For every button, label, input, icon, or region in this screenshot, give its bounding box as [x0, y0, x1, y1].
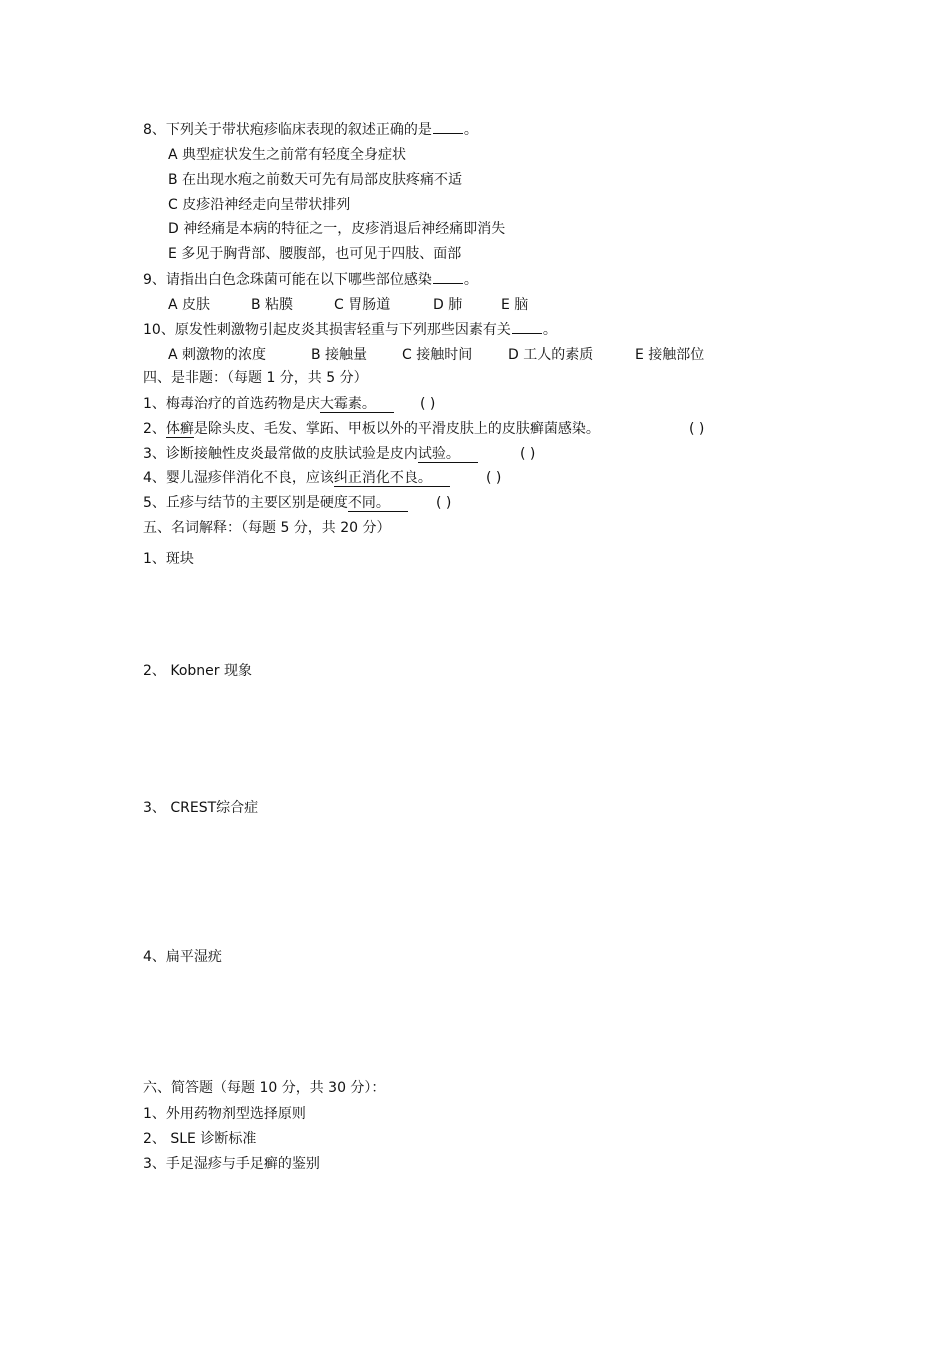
tf-paren: ( ) [420, 396, 436, 412]
tf-answer: 不同。 [348, 495, 408, 512]
section-4-title: 四、是非题：（每题 1 分，共 5 分） [143, 370, 368, 386]
question-8-option-c: C 皮疹沿神经走向呈带状排列 [168, 197, 351, 213]
answer-blank [433, 271, 463, 284]
tf-paren: ( ) [436, 495, 452, 511]
tf-paren: ( ) [689, 421, 705, 437]
question-8-option-b: B 在出现水疱之前数天可先有局部皮肤疼痛不适 [168, 172, 463, 188]
question-8-option-e: E 多见于胸背部、腰腹部，也可见于四肢、面部 [168, 246, 462, 262]
question-9-option-b: B 粘膜 [251, 297, 294, 313]
question-8-option-d: D 神经痛是本病的特征之一，皮疹消退后神经痛即消失 [168, 221, 506, 237]
tf-paren: ( ) [520, 446, 536, 462]
term-3: 3、 CREST综合症 [143, 800, 259, 816]
short-answer-3: 3、手足湿疹与手足癣的鉴别 [143, 1156, 320, 1172]
question-10-option-a: A 刺激物的浓度 [168, 347, 267, 363]
answer-blank [512, 321, 542, 334]
question-9-option-c: C 胃肠道 [334, 297, 391, 313]
short-answer-2: 2、 SLE 诊断标准 [143, 1131, 257, 1147]
tf-item-5: 5、丘疹与结节的主要区别是硬度不同。 ( ) [143, 495, 452, 511]
tf-item-3: 3、诊断接触性皮炎最常做的皮肤试验是皮内试验。 ( ) [143, 446, 536, 462]
term-4: 4、扁平湿疣 [143, 949, 222, 965]
question-9-option-a: A 皮肤 [168, 297, 211, 313]
question-10-text: 10、原发性刺激物引起皮炎其损害轻重与下列那些因素有关 [143, 322, 511, 338]
section-6-title: 六、简答题（每题 10 分，共 30 分）： [143, 1080, 386, 1096]
tf-answer: 试验。 [418, 446, 478, 463]
short-answer-1: 1、外用药物剂型选择原则 [143, 1106, 306, 1122]
question-9-option-d: D 肺 [433, 297, 463, 313]
question-9-text: 9、请指出白色念珠菌可能在以下哪些部位感染 [143, 272, 432, 288]
tf-answer: 体癣 [165, 421, 194, 437]
term-1: 1、斑块 [143, 551, 194, 567]
tf-item-4: 4、婴儿湿疹伴消化不良，应该纠正消化不良。 ( ) [143, 470, 502, 486]
question-8: 8、下列关于带状疱疹临床表现的叙述正确的是 。 [143, 122, 478, 138]
term-2: 2、 Kobner 现象 [143, 663, 252, 679]
tf-item-1: 1、梅毒治疗的首选药物是庆大霉素。 ( ) [143, 396, 436, 412]
question-10-option-d: D 工人的素质 [508, 347, 594, 363]
question-10: 10、原发性刺激物引起皮炎其损害轻重与下列那些因素有关 。 [143, 322, 557, 338]
section-5-title: 五、名词解释：（每题 5 分，共 20 分） [143, 520, 391, 536]
question-9-option-e: E 脑 [501, 297, 529, 313]
tf-answer: 纠正消化不良。 [334, 470, 450, 487]
question-8-option-a: A 典型症状发生之前常有轻度全身症状 [168, 147, 407, 163]
question-10-option-e: E 接触部位 [635, 347, 705, 363]
tf-paren: ( ) [486, 470, 502, 486]
tf-answer: 大霉素。 [320, 396, 394, 413]
question-8-text: 8、下列关于带状疱疹临床表现的叙述正确的是 [143, 122, 432, 138]
question-10-option-b: B 接触量 [311, 347, 368, 363]
answer-blank [433, 121, 463, 134]
question-10-option-c: C 接触时间 [402, 347, 473, 363]
tf-item-2: 2、体癣是除头皮、毛发、掌跖、甲板以外的平滑皮肤上的皮肤癣菌感染。 ( ) [143, 421, 705, 437]
question-9: 9、请指出白色念珠菌可能在以下哪些部位感染 。 [143, 272, 478, 288]
